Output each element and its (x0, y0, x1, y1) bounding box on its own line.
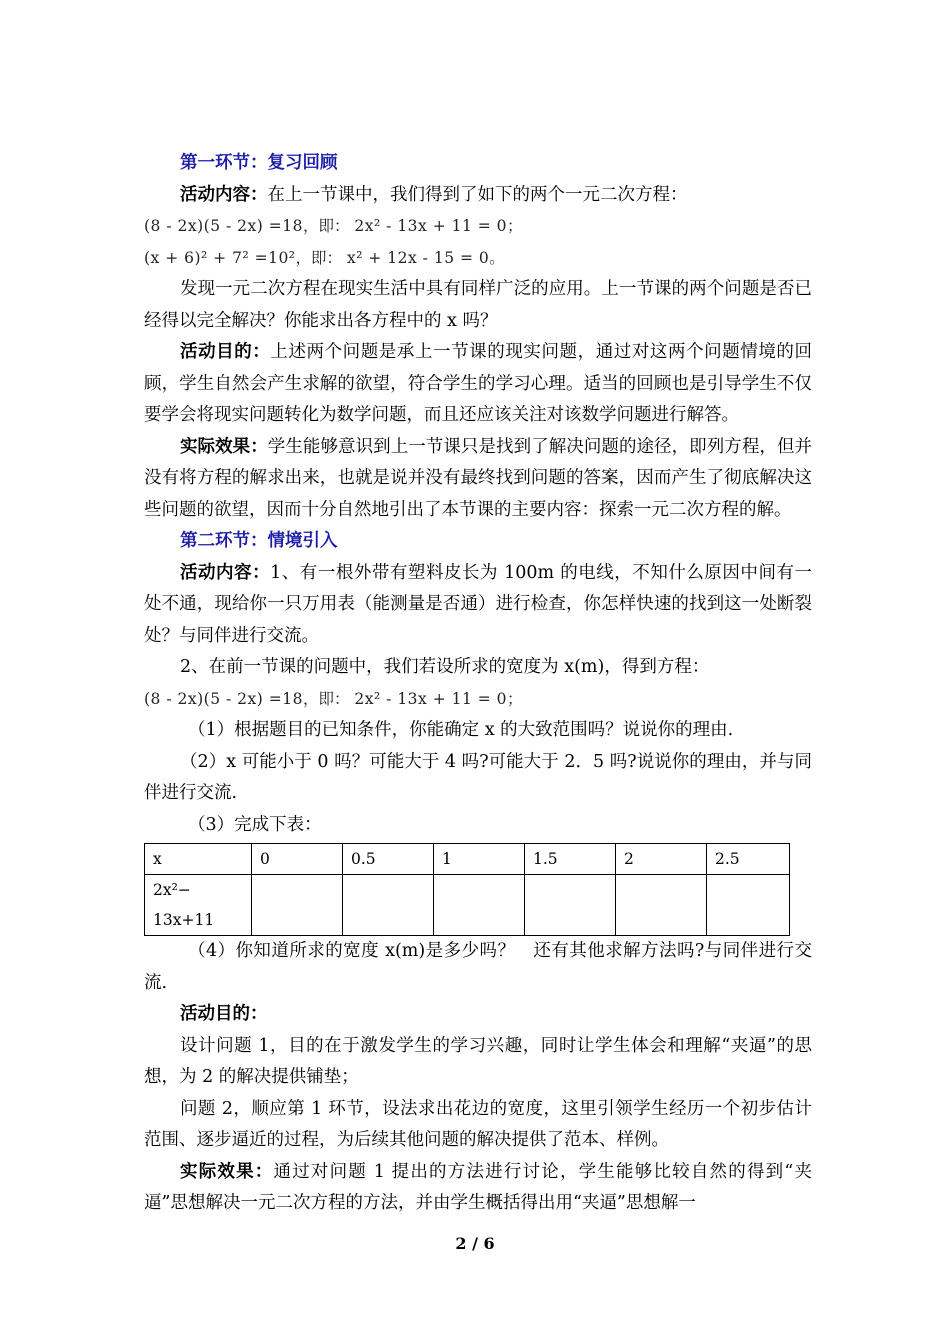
sub-question-2: （2）x 可能小于 0 吗？可能大于 4 吗?可能大于 2．5 吗?说说你的理由，并与同伴进行交流. (144, 751, 812, 803)
table-cell-empty[interactable] (707, 875, 790, 936)
purpose-paragraph-2: 问题 2，顺应第 1 环节，设法求出花边的宽度，这里引领学生经历一个初步估计范围、逐步逼近的过程，为后续其他问题的解决提供了范本、样例。 (144, 1098, 812, 1150)
table-cell: 1 (434, 844, 525, 875)
section1-content (144, 180, 812, 212)
table-cell-empty[interactable] (343, 875, 434, 936)
sub-question-4: （4）你知道所求的宽度 x(m)是多少吗？ 还有其他求解方法吗?与同伴进行交流. (144, 941, 812, 993)
formula3-left: (8 - 2x)(5 - 2x) =18 (144, 689, 303, 708)
table-cell: 2.5 (707, 844, 790, 875)
formula-2 (144, 243, 812, 275)
discover-paragraph: 发现一元二次方程在现实生活中具有同样广泛的应用。上一节课的两个问题是否已经得以完全解决？你能求出各方程中的 x 吗？ (144, 279, 812, 331)
formula1-sep: ，即： (302, 217, 350, 235)
purpose-paragraph-1: 设计问题 1，目的在于激发学生的学习兴趣，同时让学生体会和理解“夹逼”的思想，为 2 的解决提供铺垫； (144, 1035, 812, 1087)
formula1-left: (8 - 2x)(5 - 2x) =18 (144, 217, 303, 235)
purpose-text: 上述两个问题是承上一节课的现实问题，通过对这两个问题情境的回顾，学生自然会产生求解的欲望，符合学生的学习心理。适当的回顾也是引导学生不仅要学会将现实问题转化为数学问题，而且还应该关注对该数学问题进行解答。 (144, 342, 813, 425)
row-label-line1: 2x²− (153, 881, 191, 899)
document-page (144, 148, 812, 1220)
table-cell-empty[interactable] (434, 875, 525, 936)
sub-question-1: （1）根据题目的已知条件，你能确定 x 的大致范围吗？说说你的理由. (188, 720, 734, 740)
page-indicator: 2 / 6 (455, 1234, 495, 1253)
section1-effect (144, 432, 812, 527)
table-cell: x (145, 844, 252, 875)
value-table (144, 843, 790, 936)
table-cell: 2 (616, 844, 707, 875)
content-label: 活动内容： (180, 562, 271, 583)
formula2-right: x² + 12x - 15 = 0 (346, 248, 490, 267)
formula2-end: 。 (489, 248, 505, 267)
table-cell-empty[interactable] (525, 875, 616, 936)
table-cell-empty[interactable] (252, 875, 343, 936)
table-cell-empty[interactable] (616, 875, 707, 936)
question-2: 2、在前一节课的问题中，我们若设所求的宽度为 x(m)，得到方程： (180, 657, 710, 677)
row-label-line2: 13x+11 (153, 911, 215, 929)
effect-text: 学生能够意识到上一节课只是找到了解决问题的途径，即列方程，但并没有将方程的解求出来，也就是说并没有最终找到问题的答案，因而产生了彻底解决这些问题的欲望，因而十分自然地引出了本节课的主要内容：探索一元二次方程的解。 (144, 436, 813, 520)
content-label: 活动内容： (180, 184, 268, 205)
table-cell: 0.5 (343, 844, 434, 875)
table-row (145, 875, 790, 936)
section2-content (144, 558, 812, 653)
content-text: 1、有一根外带有塑料皮长为 100m 的电线，不知什么原因中间有一处不通，现给你一只万用表（能测量是否通）进行检查，你怎样快速的找到这一处断裂处？与同伴进行交流。 (144, 562, 813, 646)
content-text: 在上一节课中，我们得到了如下的两个一元二次方程： (267, 184, 688, 205)
formula2-sep: ，即： (295, 248, 343, 267)
effect-label: 实际效果： (180, 1161, 274, 1182)
section2-heading: 第二环节：情境引入 (180, 531, 338, 551)
table-row-label (145, 875, 252, 936)
formula1-right: 2x² - 13x + 11 = 0 (354, 217, 508, 235)
formula1-end: ； (507, 217, 523, 235)
section1-heading: 第一环节：复习回顾 (180, 153, 338, 173)
table-header-row (145, 844, 790, 875)
formula2-left: (x + 6)² + 7² =10² (144, 248, 296, 267)
purpose-label: 活动目的： (180, 342, 271, 362)
formula3-end: ； (507, 689, 523, 708)
effect-label: 实际效果： (180, 436, 268, 457)
section2-effect (144, 1157, 812, 1220)
table-cell: 0 (252, 844, 343, 875)
effect-text: 通过对问题 1 提出的方法进行讨论，学生能够比较自然的得到“夹逼”思想解决一元二次方程的方法，并由学生概括得出用“夹逼”思想解一 (144, 1161, 812, 1213)
formula3-right: 2x² - 13x + 11 = 0 (354, 689, 508, 708)
formula-3 (144, 684, 812, 716)
formula3-sep: ，即： (302, 689, 350, 708)
section2-purpose-label: 活动目的： (180, 1004, 268, 1024)
formula-1 (144, 211, 812, 243)
table-cell: 1.5 (525, 844, 616, 875)
sub-question-3: （3）完成下表： (188, 814, 322, 835)
section1-purpose (144, 337, 812, 432)
